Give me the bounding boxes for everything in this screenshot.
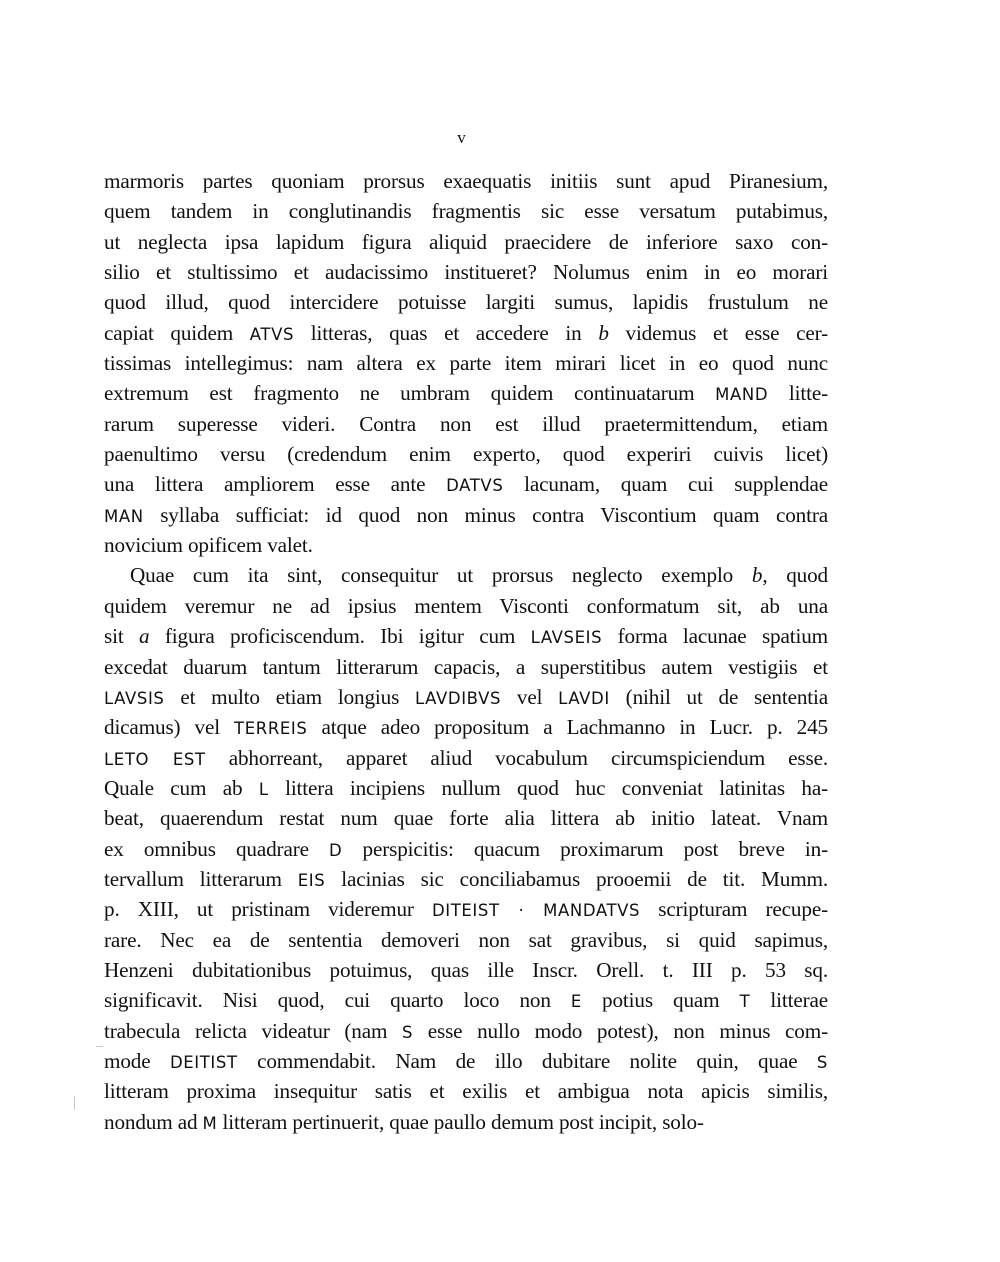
- text-segment: extremum est fragmento ne umbram quidem continuatarum: [104, 381, 716, 406]
- text-segment: litteram proxima insequitur satis et exilis et ambigua nota apicis similis,: [104, 1079, 828, 1104]
- text-line: [104, 469, 828, 499]
- text-line: [104, 894, 828, 924]
- inscription-letters: EIS: [297, 870, 326, 890]
- inscription-letters: LAVSIS: [104, 688, 165, 708]
- text-line: [104, 773, 828, 803]
- margin-mark: [74, 1096, 75, 1110]
- margin-mark: [96, 1046, 103, 1047]
- inscription-letters: LAVDI: [558, 688, 610, 708]
- paragraph: [104, 560, 828, 1137]
- text-segment: trabecula relicta videatur (nam: [104, 1018, 402, 1043]
- text-segment: atque adeo propositum a Lachmanno in Lucr. p. 245: [307, 715, 828, 740]
- text-segment: perspicitis: quacum proximarum post breve in-: [342, 836, 828, 861]
- text-segment: significavit. Nisi quod, cui quarto loco non: [104, 988, 571, 1013]
- text-line: [104, 925, 828, 955]
- text-segment: lacunam, quam cui supplendae: [503, 472, 829, 497]
- text-line: [104, 227, 828, 257]
- text-line: [104, 1016, 828, 1046]
- text-segment: Henzeni dubitationibus potuimus, quas ille Inscr. Orell. t. III p. 53 sq.: [104, 957, 828, 982]
- text-segment: novicium opificem valet.: [104, 533, 313, 558]
- text-segment: excedat duarum tantum litterarum capacis, a superstitibus autem vestigiis et: [104, 654, 828, 679]
- text-segment: , quod: [762, 563, 828, 588]
- text-line: [104, 803, 828, 833]
- text-segment: potius quam: [581, 988, 740, 1013]
- text-line: [104, 560, 828, 590]
- inscription-letters: M: [202, 1113, 218, 1133]
- text-segment: rarum superesse videri. Contra non est illud praetermittendum, etiam: [104, 411, 828, 436]
- text-segment: et multo etiam longius: [164, 684, 416, 709]
- text-line: [104, 166, 828, 196]
- inscription-letters: LETO EST: [104, 749, 206, 769]
- inscription-letters: DEITIST: [169, 1052, 238, 1072]
- text-segment: litteras, quas et accedere in: [294, 320, 599, 345]
- text-segment: (nihil ut de sententia: [609, 684, 828, 709]
- inscription-letters: MAN: [104, 506, 144, 526]
- inscription-letters: T: [739, 992, 751, 1012]
- text-line: [104, 682, 828, 712]
- inscription-letters: TERREIS: [234, 719, 308, 739]
- text-line: [104, 348, 828, 378]
- text-segment: vel: [501, 684, 559, 709]
- text-line: [104, 712, 828, 742]
- italic-text: a: [139, 624, 150, 649]
- text-line: [104, 409, 828, 439]
- italic-text: b: [751, 563, 763, 588]
- text-segment: esse nullo modo potest), non minus com-: [413, 1018, 828, 1043]
- text-segment: abhorreant, apparet aliud vocabulum circumspiciendum esse.: [205, 745, 828, 770]
- text-line: [104, 318, 828, 348]
- inscription-letters: LAVSEIS: [530, 628, 603, 648]
- text-segment: ex omnibus quadrare: [104, 836, 330, 861]
- text-segment: commendabit. Nam de illo dubitare nolite quin, quae: [237, 1048, 817, 1073]
- text-line: [104, 196, 828, 226]
- text-segment: beat, quaerendum restat num quae forte alia littera ab initio lateat. Vnam: [104, 806, 828, 831]
- text-line: [104, 257, 828, 287]
- text-segment: marmoris partes quoniam prorsus exaequatis initiis sunt apud Piranesium,: [104, 169, 828, 193]
- text-line: [104, 621, 828, 651]
- inscription-letters: DITEIST · MANDATVS: [431, 901, 641, 921]
- text-line: [104, 652, 828, 682]
- text-line: [104, 1076, 828, 1106]
- text-line: [104, 378, 828, 408]
- text-segment: mode: [104, 1048, 170, 1073]
- text-segment: capiat quidem: [104, 320, 250, 345]
- text-segment: litte-: [768, 381, 829, 406]
- text-segment: rare. Nec ea de sententia demoveri non sat gravibus, si quid sapimus,: [104, 927, 828, 952]
- text-segment: p. XIII, ut pristinam videremur: [104, 897, 432, 922]
- text-segment: quem tandem in conglutinandis fragmentis sic esse versatum putabimus,: [104, 199, 828, 224]
- text-segment: Quale cum ab: [104, 775, 259, 800]
- text-segment: ut neglecta ipsa lapidum figura aliquid praecidere de inferiore saxo con-: [104, 229, 828, 254]
- text-line: [104, 1107, 828, 1137]
- text-segment: figura proficiscendum. Ibi igitur cum: [149, 624, 531, 649]
- text-segment: nondum ad: [104, 1109, 203, 1134]
- text-line: [104, 864, 828, 894]
- text-line: [104, 834, 828, 864]
- text-segment: scripturam recupe-: [640, 897, 828, 922]
- text-line: [104, 500, 828, 530]
- inscription-letters: ATVS: [249, 324, 295, 344]
- text-segment: una littera ampliorem esse ante: [104, 472, 447, 497]
- page-number: v: [457, 128, 467, 147]
- inscription-letters: DATVS: [446, 476, 504, 496]
- text-line: [104, 1046, 828, 1076]
- text-segment: forma lacunae spatium: [602, 624, 829, 649]
- inscription-letters: S: [401, 1022, 414, 1042]
- text-segment: dicamus) vel: [104, 715, 235, 740]
- inscription-letters: S: [816, 1052, 828, 1072]
- inscription-letters: LAVDIBVS: [415, 688, 502, 708]
- text-segment: quidem veremur ne ad ipsius mentem Visconti conformatum sit, ab una: [104, 593, 828, 618]
- text-segment: Quae cum ita sint, consequitur ut prorsus neglecto exemplo: [130, 563, 752, 588]
- text-line: [104, 743, 828, 773]
- inscription-letters: L: [258, 779, 269, 799]
- text-line: [104, 530, 828, 560]
- text-segment: tervallum litterarum: [104, 866, 298, 891]
- body-text: [104, 166, 828, 1137]
- inscription-letters: E: [570, 992, 582, 1012]
- text-line: [104, 955, 828, 985]
- text-segment: litteram pertinuerit, quae paullo demum post incipit, solo-: [217, 1109, 704, 1134]
- text-line: [104, 985, 828, 1015]
- text-line: [104, 439, 828, 469]
- text-line: [104, 287, 828, 317]
- text-segment: videmus et esse cer-: [608, 320, 829, 345]
- inscription-letters: MAND: [715, 385, 769, 405]
- text-segment: silio et stultissimo et audacissimo institueret? Nolumus enim in eo morari: [104, 260, 828, 285]
- paragraph: [104, 166, 828, 560]
- text-segment: quod illud, quod intercidere potuisse largiti sumus, lapidis frustulum ne: [104, 290, 828, 315]
- text-segment: lacinias sic conciliabamus prooemii de tit. Mumm.: [325, 866, 828, 891]
- inscription-letters: D: [329, 840, 343, 860]
- text-segment: syllaba sufficiat: id quod non minus contra Viscontium quam contra: [143, 502, 828, 527]
- text-line: [104, 591, 828, 621]
- text-segment: littera incipiens nullum quod huc conveniat latinitas ha-: [268, 775, 828, 800]
- text-segment: sit: [104, 624, 139, 649]
- text-segment: tissimas intellegimus: nam altera ex parte item mirari licet in eo quod nunc: [104, 351, 828, 376]
- text-segment: litterae: [750, 988, 828, 1013]
- text-segment: paenultimo versu (credendum enim experto, quod experiri cuivis licet): [104, 442, 828, 467]
- italic-text: b: [598, 320, 609, 345]
